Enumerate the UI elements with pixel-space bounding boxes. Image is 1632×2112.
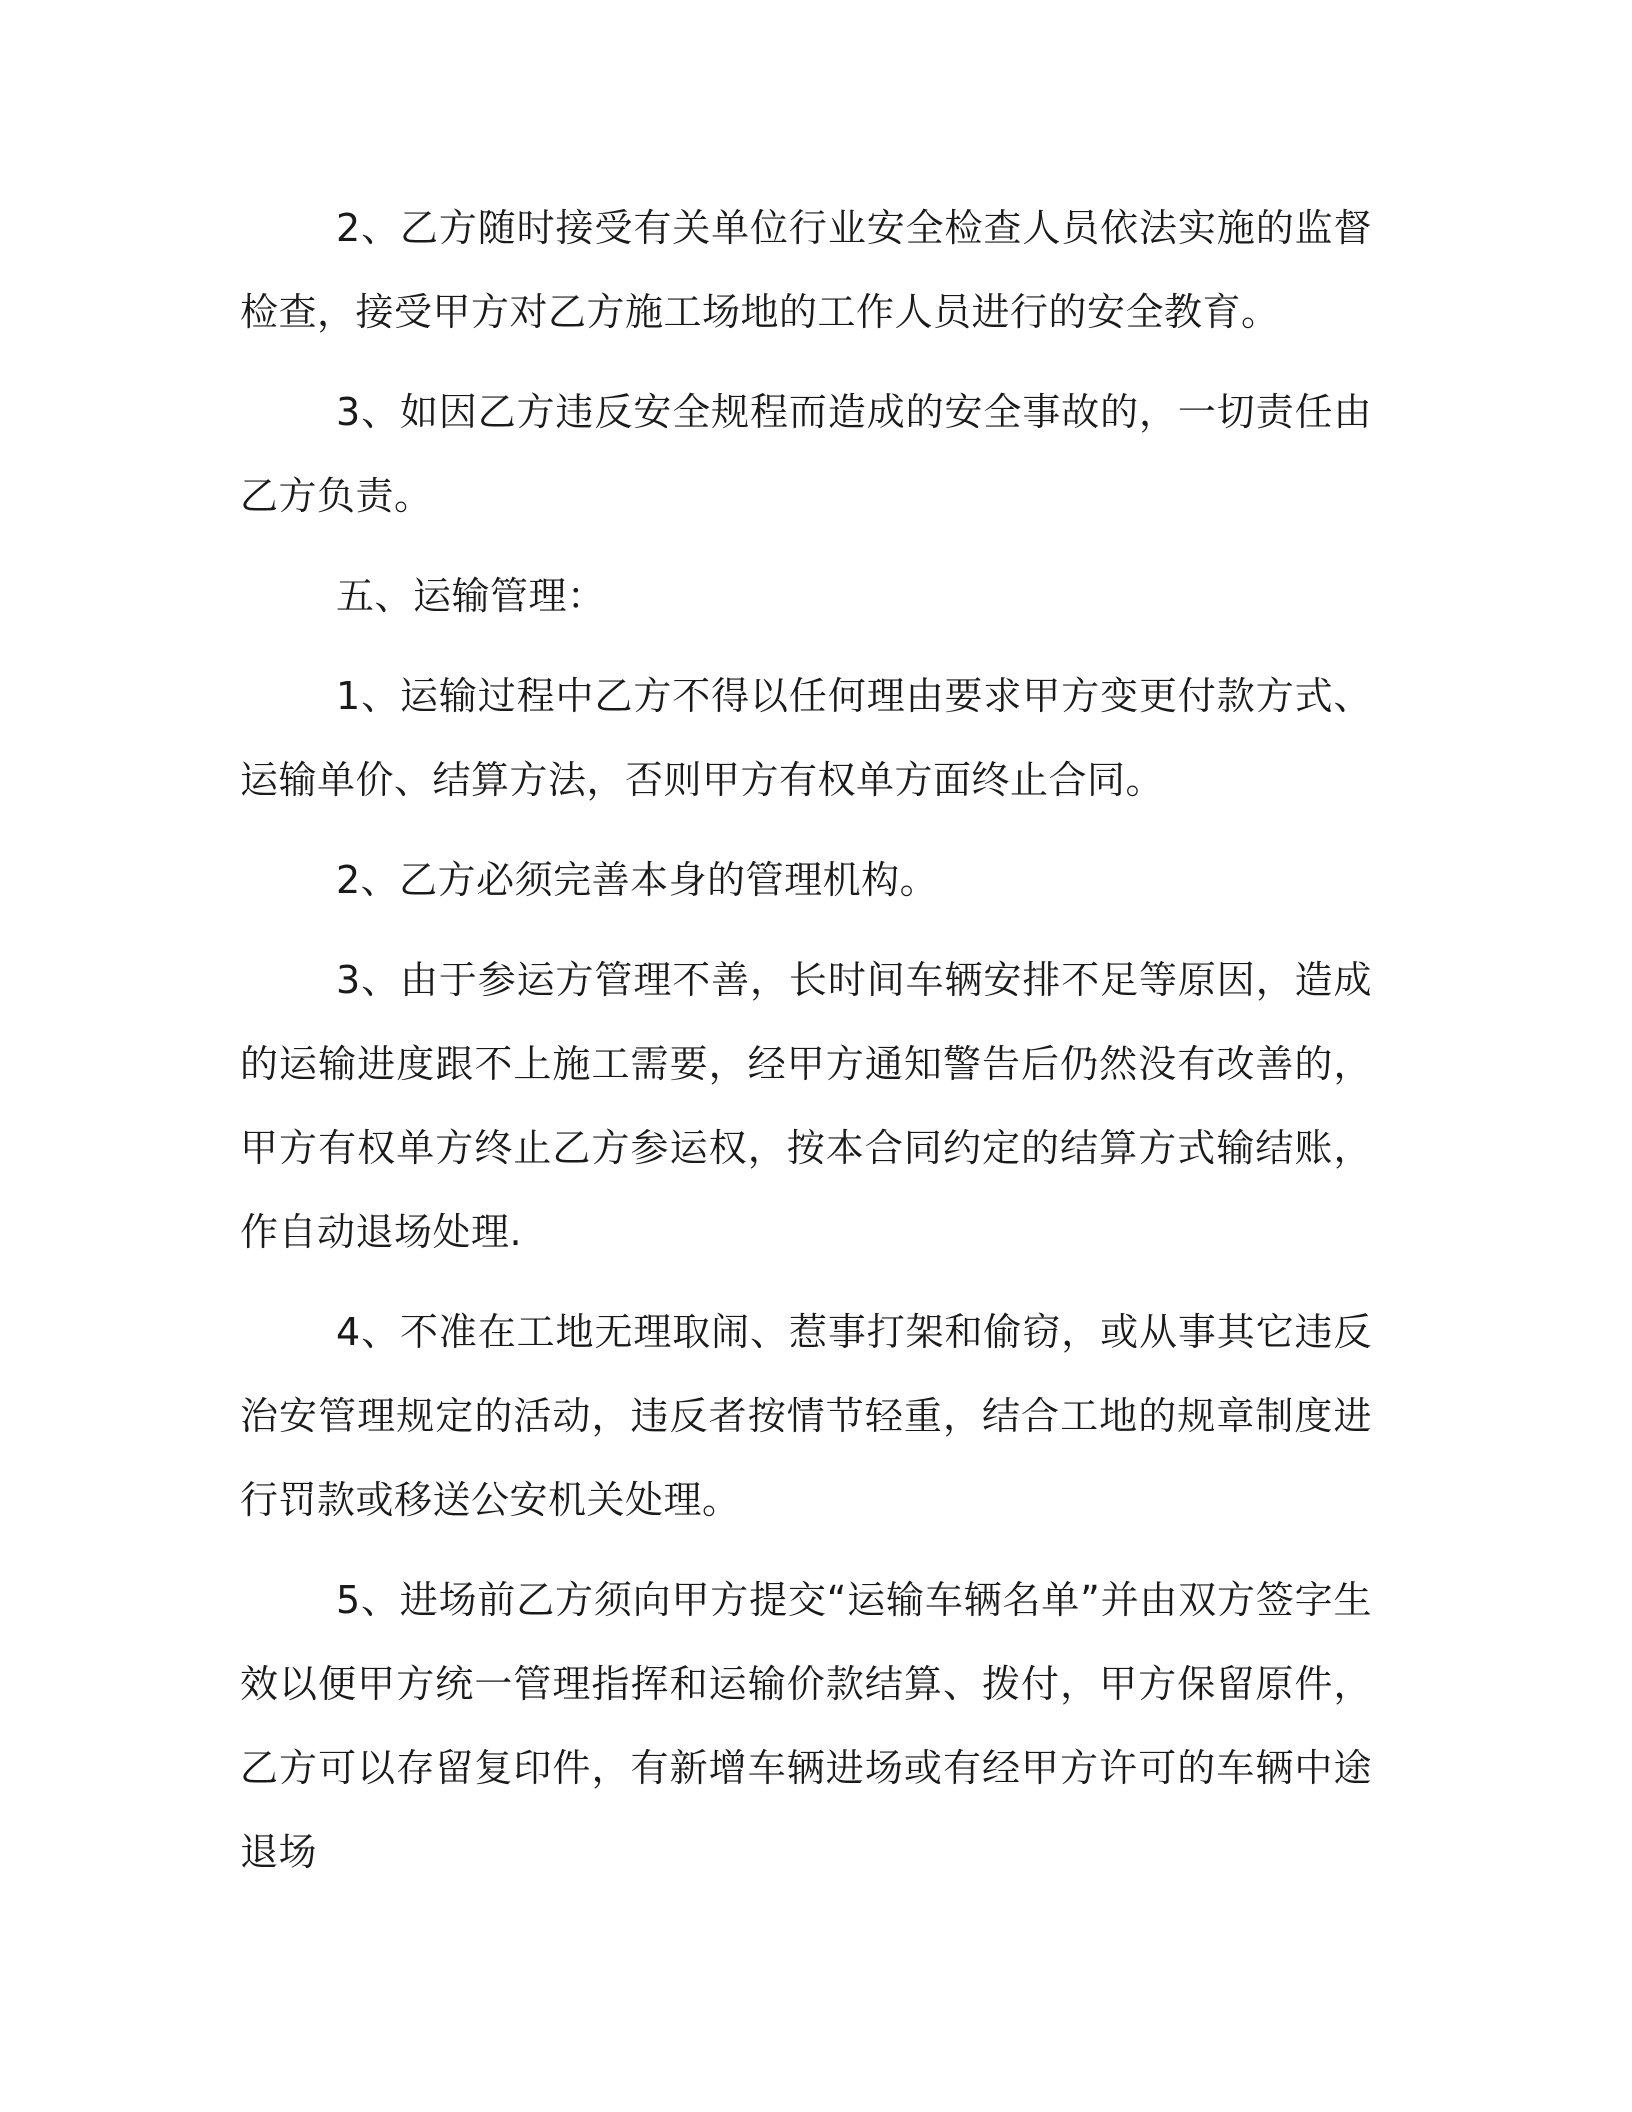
document-body <box>240 186 1372 1910</box>
paragraph-safety-liability: 3、如因乙方违反安全规程而造成的安全事故的，一切责任由乙方负责。 <box>240 390 1372 518</box>
paragraph-management-structure: 2、乙方必须完善本身的管理机构。 <box>336 858 939 902</box>
section-heading-transport-management: 五、运输管理： <box>336 574 606 618</box>
paragraph-vehicle-list: 5、进场前乙方须向甲方提交“运输车辆名单”并由双方签字生效以便甲方统一管理指挥和运输价款结算、拨付，甲方保留原件，乙方可以存留复印件，有新增车辆进场或有经甲方许可的车辆中途退场 <box>240 1578 1372 1874</box>
paragraph-termination-clause: 3、由于参运方管理不善，长时间车辆安排不足等原因，造成的运输进度跟不上施工需要，经甲方通知警告后仍然没有改善的，甲方有权单方终止乙方参运权，按本合同约定的结算方式输结账，作自动退场处理. <box>240 958 1372 1254</box>
paragraph-safety-inspection: 2、乙方随时接受有关单位行业安全检查人员依法实施的监督检查，接受甲方对乙方施工场地的工作人员进行的安全教育。 <box>240 206 1372 334</box>
paragraph-site-conduct: 4、不准在工地无理取闹、惹事打架和偷窃，或从事其它违反治安管理规定的活动，违反者按情节轻重，结合工地的规章制度进行罚款或移送公安机关处理。 <box>240 1310 1372 1522</box>
paragraph-payment-terms: 1、运输过程中乙方不得以任何理由要求甲方变更付款方式、运输单价、结算方法，否则甲方有权单方面终止合同。 <box>240 674 1372 802</box>
